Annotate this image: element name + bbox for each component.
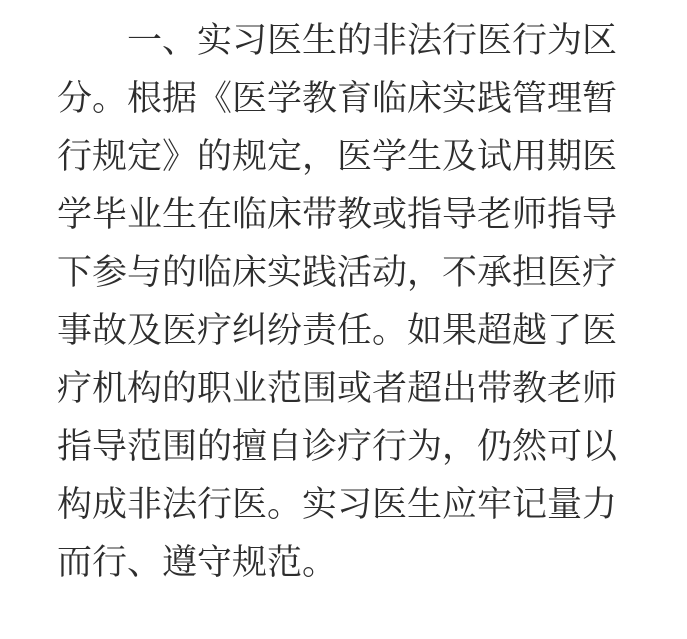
text-line: 行规定》的规定，医学生及试用期医 [57,137,618,176]
text-line: 事故及医疗纠纷责任。如果超越了医 [57,311,618,350]
text-line: 学毕业生在临床带教或指导老师指导 [57,195,618,234]
text-line: 构成非法行医。实习医生应牢记量力 [57,485,618,524]
text-line: 疗机构的职业范围或者超出带教老师 [57,369,618,408]
text-line: 分。根据《医学教育临床实践管理暂 [57,79,618,118]
text-line: 一、实习医生的非法行医行为区 [127,21,618,60]
text-line: 下参与的临床实践活动，不承担医疗 [57,253,618,292]
text-line: 指导范围的擅自诊疗行为，仍然可以 [57,427,618,466]
text-line: 而行、遵守规范。 [57,543,338,582]
